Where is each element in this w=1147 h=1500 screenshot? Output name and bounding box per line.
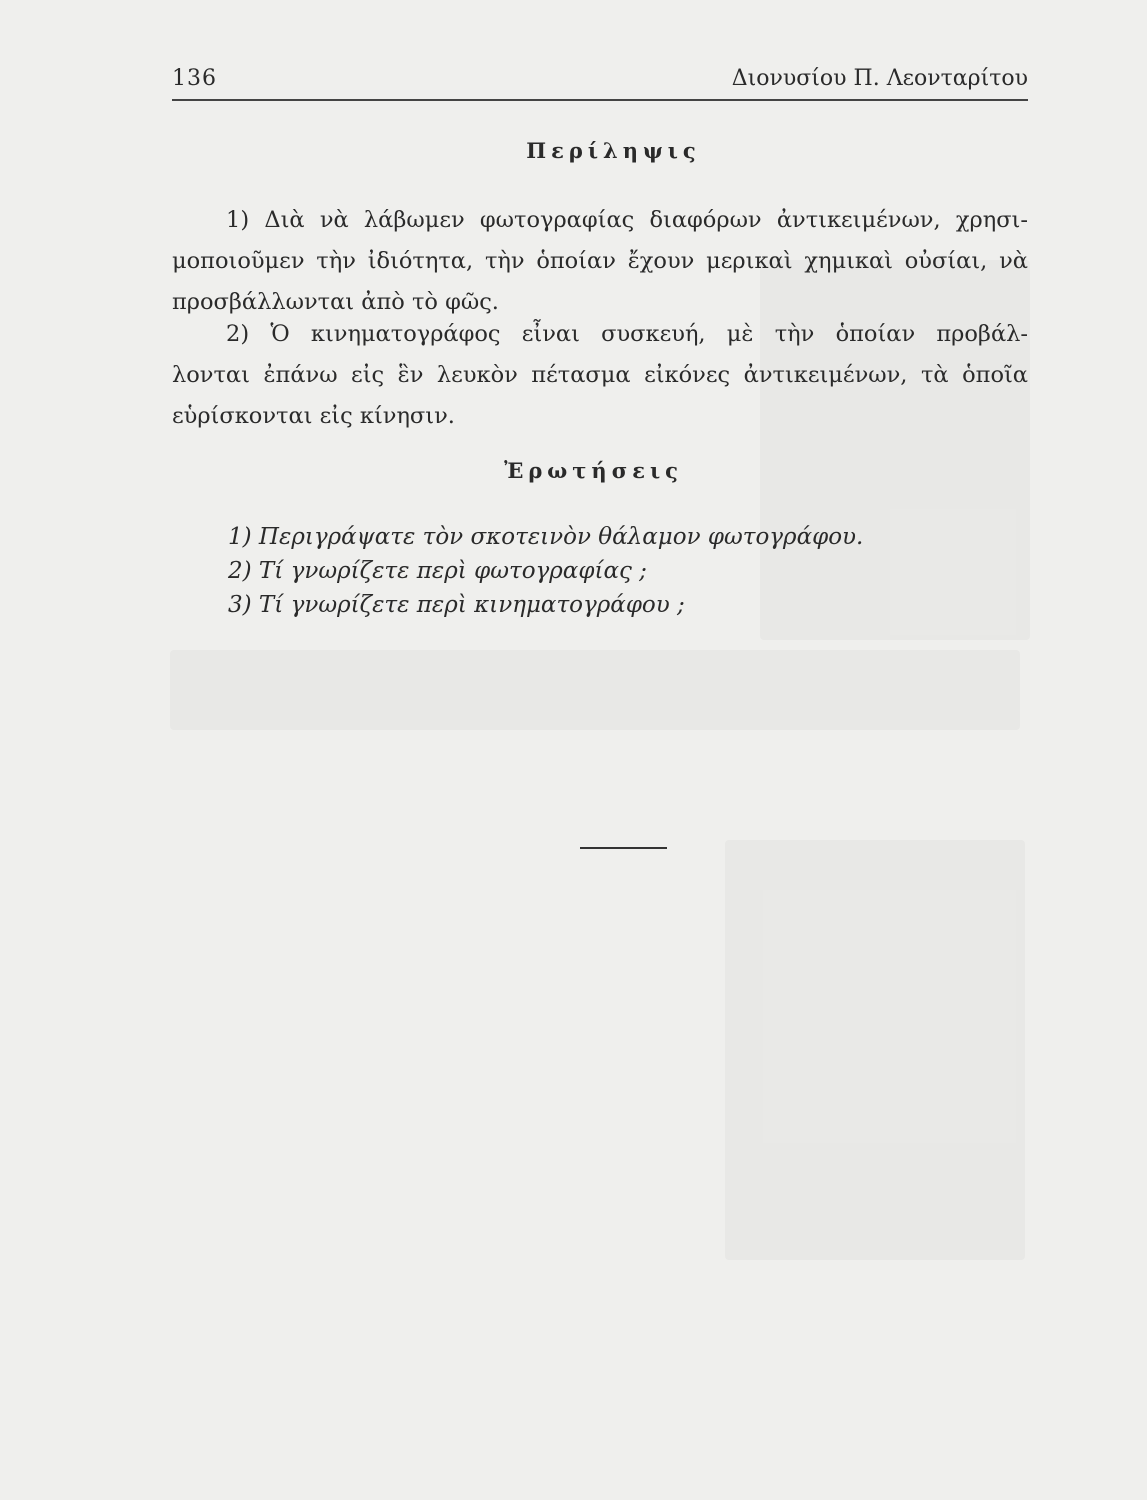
- running-head: Διονυσίου Π. Λεονταρίτου: [731, 66, 1028, 91]
- header-rule: [172, 99, 1028, 101]
- summary-paragraph-2: [172, 314, 1028, 437]
- paragraph-line: λονται ἐπάνω εἰς ἓν λευκὸν πέτασμα εἰκόνες ἀντικειμένων, τὰ ὁποῖα: [172, 362, 1028, 388]
- paragraph-line: εὑρίσκονται εἰς κίνησιν.: [172, 403, 455, 429]
- questions-list: [228, 520, 863, 622]
- summary-paragraph-1: [172, 200, 1028, 323]
- questions-heading: Ἐρωτήσεις: [504, 458, 683, 483]
- paragraph-line: προσβάλλωνται ἀπὸ τὸ φῶς.: [172, 289, 499, 315]
- summary-heading: Περίληψις: [526, 138, 701, 163]
- paragraph-line: μοποιοῦμεν τὴν ἰδιότητα, τὴν ὁποίαν ἔχουν μερικαὶ χημικαὶ οὐσίαι, νὰ: [172, 248, 1028, 274]
- chapter-end-rule: [580, 847, 667, 849]
- bleed-through-shading: [170, 650, 1020, 730]
- question-item: 1) Περιγράψατε τὸν σκοτεινὸν θάλαμον φωτογράφου.: [228, 524, 864, 550]
- paragraph-line: 1) Διὰ νὰ λάβωμεν φωτογραφίας διαφόρων ἀντικειμένων, χρησι-: [226, 207, 1028, 233]
- page-header: [172, 66, 1028, 102]
- question-item: 3) Τί γνωρίζετε περὶ κινηματογράφου ;: [228, 592, 685, 618]
- page-number: 136: [172, 66, 217, 91]
- question-item: 2) Τί γνωρίζετε περὶ φωτογραφίας ;: [228, 558, 647, 584]
- bleed-through-shading: [725, 840, 1025, 1260]
- paragraph-line: 2) Ὁ κινηματογράφος εἶναι συσκευή, μὲ τὴν ὁποίαν προβάλ-: [226, 321, 1028, 347]
